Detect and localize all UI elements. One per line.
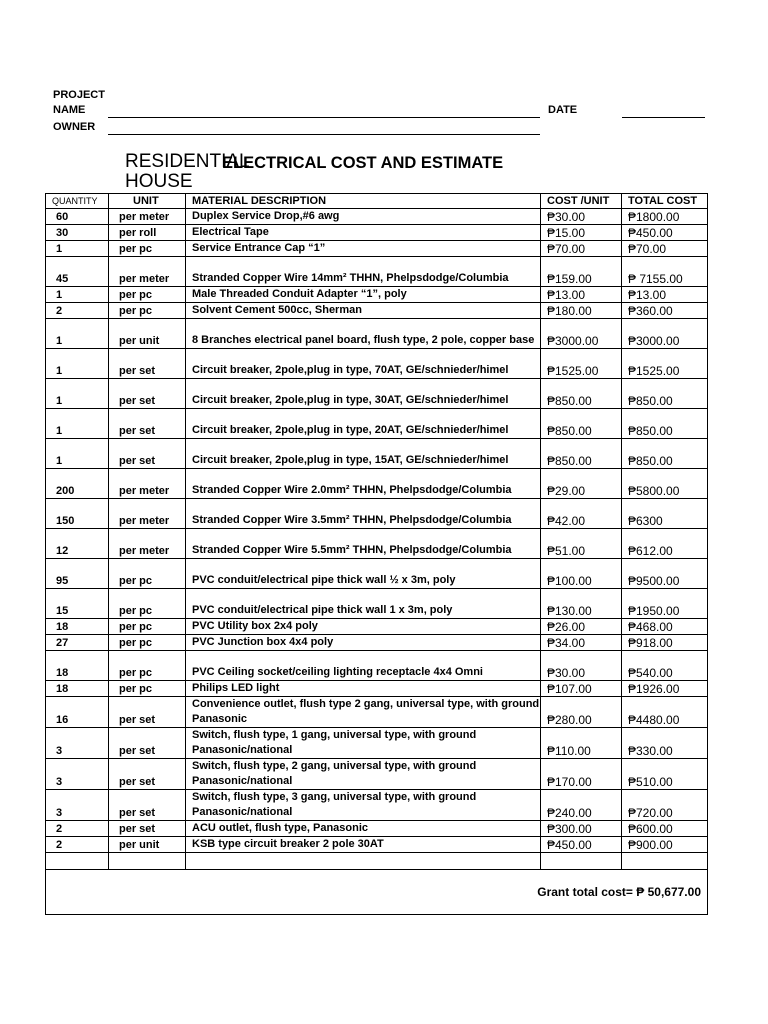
table-row bbox=[46, 635, 708, 651]
description-cell: KSB type circuit breaker 2 pole 30AT bbox=[186, 837, 541, 853]
cost-unit-cell: ₱26.00 bbox=[541, 619, 622, 635]
unit-cell: per set bbox=[109, 379, 186, 409]
description-cell: Stranded Copper Wire 14mm² THHN, Phelpsdodge/Columbia bbox=[186, 257, 541, 287]
table-body bbox=[46, 209, 708, 853]
quantity-cell: 18 bbox=[46, 681, 109, 697]
unit-cell: per set bbox=[109, 821, 186, 837]
description-cell: Philips LED light bbox=[186, 681, 541, 697]
description-cell: PVC conduit/electrical pipe thick wall 1 x 3m, poly bbox=[186, 589, 541, 619]
table-row bbox=[46, 681, 708, 697]
quantity-cell: 1 bbox=[46, 319, 109, 349]
unit-cell: per pc bbox=[109, 635, 186, 651]
col-cost-unit: COST /UNIT bbox=[541, 194, 622, 209]
unit-cell: per set bbox=[109, 697, 186, 728]
description-cell: Circuit breaker, 2pole,plug in type, 20AT, GE/schnieder/himel bbox=[186, 409, 541, 439]
table-row bbox=[46, 651, 708, 681]
description-cell: Stranded Copper Wire 2.0mm² THHN, Phelpsdodge/Columbia bbox=[186, 469, 541, 499]
quantity-cell: 12 bbox=[46, 529, 109, 559]
cost-unit-cell: ₱70.00 bbox=[541, 241, 622, 257]
cost-unit-cell: ₱180.00 bbox=[541, 303, 622, 319]
table-row bbox=[46, 379, 708, 409]
description-cell: Switch, flush type, 1 gang, universal type, with ground Panasonic/national bbox=[186, 728, 541, 759]
quantity-cell: 30 bbox=[46, 225, 109, 241]
quantity-cell: 60 bbox=[46, 209, 109, 225]
unit-cell: per set bbox=[109, 790, 186, 821]
quantity-cell: 2 bbox=[46, 837, 109, 853]
blank-cell bbox=[622, 853, 708, 870]
quantity-cell: 1 bbox=[46, 287, 109, 303]
date-label: DATE bbox=[548, 104, 578, 116]
unit-cell: per pc bbox=[109, 559, 186, 589]
total-cost-cell: ₱850.00 bbox=[622, 439, 708, 469]
cost-unit-cell: ₱29.00 bbox=[541, 469, 622, 499]
cost-unit-cell: ₱300.00 bbox=[541, 821, 622, 837]
cost-unit-cell: ₱51.00 bbox=[541, 529, 622, 559]
total-cost-cell: ₱510.00 bbox=[622, 759, 708, 790]
table-row bbox=[46, 319, 708, 349]
total-cost-cell: ₱13.00 bbox=[622, 287, 708, 303]
table-row bbox=[46, 619, 708, 635]
unit-cell: per meter bbox=[109, 529, 186, 559]
total-cost-cell: ₱468.00 bbox=[622, 619, 708, 635]
col-quantity: QUANTITY bbox=[46, 194, 109, 209]
unit-cell: per set bbox=[109, 349, 186, 379]
unit-cell: per set bbox=[109, 728, 186, 759]
total-cost-cell: ₱600.00 bbox=[622, 821, 708, 837]
cost-unit-cell: ₱110.00 bbox=[541, 728, 622, 759]
total-cost-cell: ₱360.00 bbox=[622, 303, 708, 319]
description-cell: Switch, flush type, 2 gang, universal type, with ground Panasonic/national bbox=[186, 759, 541, 790]
grand-total-row bbox=[46, 870, 708, 915]
unit-cell: per set bbox=[109, 759, 186, 790]
unit-cell: per set bbox=[109, 439, 186, 469]
cost-unit-cell: ₱280.00 bbox=[541, 697, 622, 728]
description-cell: PVC Utility box 2x4 poly bbox=[186, 619, 541, 635]
cost-unit-cell: ₱240.00 bbox=[541, 790, 622, 821]
table-row bbox=[46, 529, 708, 559]
col-total-cost: TOTAL COST bbox=[622, 194, 708, 209]
total-cost-cell: ₱1525.00 bbox=[622, 349, 708, 379]
cost-unit-cell: ₱107.00 bbox=[541, 681, 622, 697]
unit-cell: per unit bbox=[109, 837, 186, 853]
unit-cell: per meter bbox=[109, 257, 186, 287]
cost-unit-cell: ₱170.00 bbox=[541, 759, 622, 790]
table-row bbox=[46, 559, 708, 589]
total-cost-cell: ₱1950.00 bbox=[622, 589, 708, 619]
quantity-cell: 1 bbox=[46, 379, 109, 409]
total-cost-cell: ₱850.00 bbox=[622, 379, 708, 409]
quantity-cell: 27 bbox=[46, 635, 109, 651]
unit-cell: per pc bbox=[109, 651, 186, 681]
name-line bbox=[108, 117, 540, 118]
quantity-cell: 15 bbox=[46, 589, 109, 619]
total-cost-cell: ₱900.00 bbox=[622, 837, 708, 853]
table-row bbox=[46, 225, 708, 241]
total-cost-cell: ₱ 7155.00 bbox=[622, 257, 708, 287]
quantity-cell: 95 bbox=[46, 559, 109, 589]
table-row bbox=[46, 257, 708, 287]
cost-unit-cell: ₱159.00 bbox=[541, 257, 622, 287]
description-cell: Stranded Copper Wire 3.5mm² THHN, Phelpsdodge/Columbia bbox=[186, 499, 541, 529]
description-cell: Stranded Copper Wire 5.5mm² THHN, Phelpsdodge/Columbia bbox=[186, 529, 541, 559]
cost-unit-cell: ₱850.00 bbox=[541, 379, 622, 409]
table-row bbox=[46, 287, 708, 303]
unit-cell: per pc bbox=[109, 589, 186, 619]
quantity-cell: 1 bbox=[46, 349, 109, 379]
total-cost-cell: ₱450.00 bbox=[622, 225, 708, 241]
col-description: MATERIAL DESCRIPTION bbox=[186, 194, 541, 209]
name-label: NAME bbox=[53, 104, 86, 116]
description-cell: Male Threaded Conduit Adapter “1”, poly bbox=[186, 287, 541, 303]
quantity-cell: 3 bbox=[46, 790, 109, 821]
unit-cell: per pc bbox=[109, 303, 186, 319]
total-cost-cell: ₱330.00 bbox=[622, 728, 708, 759]
total-cost-cell: ₱918.00 bbox=[622, 635, 708, 651]
unit-cell: per meter bbox=[109, 469, 186, 499]
table-row bbox=[46, 349, 708, 379]
cost-unit-cell: ₱1525.00 bbox=[541, 349, 622, 379]
table-row bbox=[46, 821, 708, 837]
quantity-cell: 3 bbox=[46, 728, 109, 759]
table-row bbox=[46, 790, 708, 821]
unit-cell: per roll bbox=[109, 225, 186, 241]
quantity-cell: 2 bbox=[46, 303, 109, 319]
cost-unit-cell: ₱450.00 bbox=[541, 837, 622, 853]
blank-cell bbox=[46, 853, 109, 870]
col-unit: UNIT bbox=[109, 194, 186, 209]
table-row bbox=[46, 409, 708, 439]
total-cost-cell: ₱70.00 bbox=[622, 241, 708, 257]
grand-total: Grant total cost= ₱ 50,677.00 bbox=[46, 870, 708, 915]
description-cell: Circuit breaker, 2pole,plug in type, 15AT, GE/schnieder/himel bbox=[186, 439, 541, 469]
blank-cell bbox=[186, 853, 541, 870]
table-row bbox=[46, 697, 708, 728]
table-row bbox=[46, 209, 708, 225]
quantity-cell: 3 bbox=[46, 759, 109, 790]
description-cell: Switch, flush type, 3 gang, universal type, with ground Panasonic/national bbox=[186, 790, 541, 821]
total-cost-cell: ₱612.00 bbox=[622, 529, 708, 559]
description-cell: Electrical Tape bbox=[186, 225, 541, 241]
blank-cell bbox=[109, 853, 186, 870]
unit-cell: per set bbox=[109, 409, 186, 439]
owner-line bbox=[108, 134, 540, 135]
total-cost-cell: ₱6300 bbox=[622, 499, 708, 529]
unit-cell: per pc bbox=[109, 681, 186, 697]
project-label: PROJECT bbox=[53, 89, 105, 101]
total-cost-cell: ₱1926.00 bbox=[622, 681, 708, 697]
quantity-cell: 1 bbox=[46, 409, 109, 439]
table-header-row bbox=[46, 194, 708, 209]
estimate-table bbox=[45, 193, 708, 915]
table-row bbox=[46, 589, 708, 619]
total-cost-cell: ₱1800.00 bbox=[622, 209, 708, 225]
cost-unit-cell: ₱30.00 bbox=[541, 209, 622, 225]
unit-cell: per unit bbox=[109, 319, 186, 349]
blank-row bbox=[46, 853, 708, 870]
cost-unit-cell: ₱15.00 bbox=[541, 225, 622, 241]
description-cell: 8 Branches electrical panel board, flush type, 2 pole, copper base bbox=[186, 319, 541, 349]
total-cost-cell: ₱850.00 bbox=[622, 409, 708, 439]
document-title: ELECTRICAL COST AND ESTIMATE bbox=[222, 154, 504, 172]
description-cell: ACU outlet, flush type, Panasonic bbox=[186, 821, 541, 837]
quantity-cell: 200 bbox=[46, 469, 109, 499]
total-cost-cell: ₱720.00 bbox=[622, 790, 708, 821]
table-row bbox=[46, 241, 708, 257]
table-row bbox=[46, 469, 708, 499]
table-row bbox=[46, 303, 708, 319]
description-cell: Circuit breaker, 2pole,plug in type, 70AT, GE/schnieder/himel bbox=[186, 349, 541, 379]
description-cell: Solvent Cement 500cc, Sherman bbox=[186, 303, 541, 319]
cost-unit-cell: ₱130.00 bbox=[541, 589, 622, 619]
description-cell: Convenience outlet, flush type 2 gang, universal type, with ground Panasonic bbox=[186, 697, 541, 728]
description-cell: PVC Ceiling socket/ceiling lighting receptacle 4x4 Omni bbox=[186, 651, 541, 681]
unit-cell: per pc bbox=[109, 287, 186, 303]
cost-unit-cell: ₱850.00 bbox=[541, 409, 622, 439]
cost-unit-cell: ₱34.00 bbox=[541, 635, 622, 651]
blank-cell bbox=[541, 853, 622, 870]
cost-unit-cell: ₱30.00 bbox=[541, 651, 622, 681]
table-row bbox=[46, 728, 708, 759]
quantity-cell: 150 bbox=[46, 499, 109, 529]
quantity-cell: 18 bbox=[46, 619, 109, 635]
cost-unit-cell: ₱13.00 bbox=[541, 287, 622, 303]
document-subtitle: RESIDENTIAL HOUSE bbox=[125, 151, 249, 192]
quantity-cell: 18 bbox=[46, 651, 109, 681]
quantity-cell: 45 bbox=[46, 257, 109, 287]
date-line bbox=[622, 117, 705, 118]
cost-unit-cell: ₱42.00 bbox=[541, 499, 622, 529]
description-cell: Service Entrance Cap “1” bbox=[186, 241, 541, 257]
description-cell: PVC Junction box 4x4 poly bbox=[186, 635, 541, 651]
cost-unit-cell: ₱100.00 bbox=[541, 559, 622, 589]
quantity-cell: 1 bbox=[46, 241, 109, 257]
total-cost-cell: ₱3000.00 bbox=[622, 319, 708, 349]
unit-cell: per meter bbox=[109, 499, 186, 529]
owner-label: OWNER bbox=[53, 121, 96, 133]
total-cost-cell: ₱5800.00 bbox=[622, 469, 708, 499]
table-row bbox=[46, 759, 708, 790]
description-cell: Duplex Service Drop,#6 awg bbox=[186, 209, 541, 225]
table-row bbox=[46, 837, 708, 853]
cost-unit-cell: ₱850.00 bbox=[541, 439, 622, 469]
total-cost-cell: ₱4480.00 bbox=[622, 697, 708, 728]
unit-cell: per pc bbox=[109, 241, 186, 257]
table-row bbox=[46, 439, 708, 469]
quantity-cell: 1 bbox=[46, 439, 109, 469]
cost-unit-cell: ₱3000.00 bbox=[541, 319, 622, 349]
quantity-cell: 2 bbox=[46, 821, 109, 837]
description-cell: Circuit breaker, 2pole,plug in type, 30AT, GE/schnieder/himel bbox=[186, 379, 541, 409]
description-cell: PVC conduit/electrical pipe thick wall ½ x 3m, poly bbox=[186, 559, 541, 589]
unit-cell: per meter bbox=[109, 209, 186, 225]
total-cost-cell: ₱9500.00 bbox=[622, 559, 708, 589]
unit-cell: per pc bbox=[109, 619, 186, 635]
total-cost-cell: ₱540.00 bbox=[622, 651, 708, 681]
quantity-cell: 16 bbox=[46, 697, 109, 728]
table-row bbox=[46, 499, 708, 529]
